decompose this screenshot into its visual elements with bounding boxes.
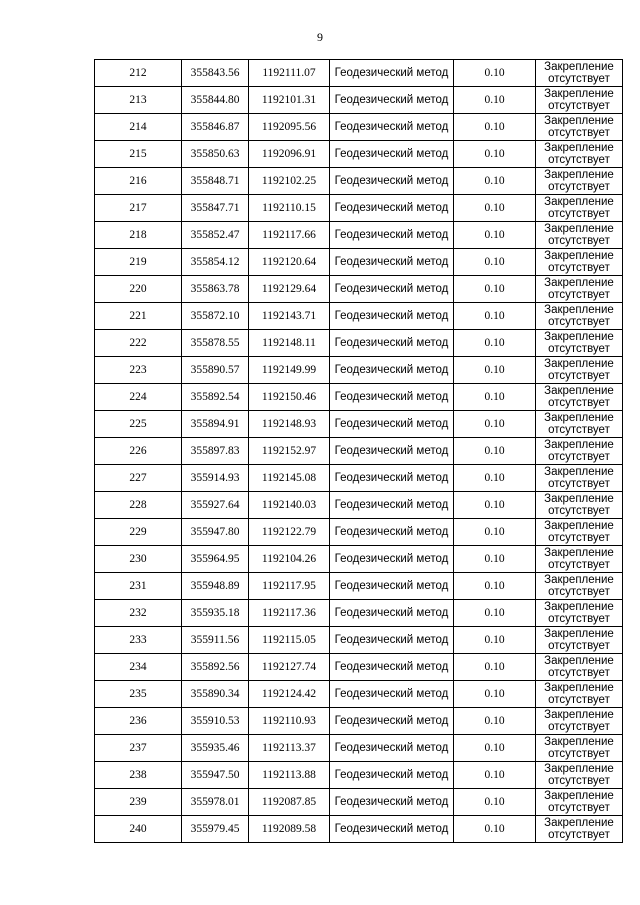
fixation-cell (536, 303, 623, 330)
accuracy-cell: 0.10 (454, 681, 536, 708)
method-cell: Геодезический метод (330, 735, 454, 762)
accuracy-cell: 0.10 (454, 60, 536, 87)
fixation-text: отсутствует (548, 613, 610, 625)
y-coordinate-cell: 1192127.74 (249, 654, 330, 681)
fixation-text: отсутствует (548, 235, 610, 247)
accuracy-cell: 0.10 (454, 492, 536, 519)
fixation-cell (536, 114, 623, 141)
table-row (95, 492, 623, 519)
fixation-cell (536, 708, 623, 735)
fixation-text: отсутствует (548, 586, 610, 598)
y-coordinate-cell: 1192110.93 (249, 708, 330, 735)
y-coordinate-cell: 1192113.37 (249, 735, 330, 762)
accuracy-cell: 0.10 (454, 222, 536, 249)
method-cell: Геодезический метод (330, 330, 454, 357)
y-coordinate-cell: 1192101.31 (249, 87, 330, 114)
point-number-cell: 230 (95, 546, 182, 573)
accuracy-cell: 0.10 (454, 168, 536, 195)
accuracy-cell: 0.10 (454, 627, 536, 654)
point-number-cell: 238 (95, 762, 182, 789)
point-number-cell: 239 (95, 789, 182, 816)
x-coordinate-cell: 355890.57 (182, 357, 249, 384)
y-coordinate-cell: 1192122.79 (249, 519, 330, 546)
y-coordinate-cell: 1192152.97 (249, 438, 330, 465)
fixation-text: Закрепление (544, 250, 614, 262)
method-cell: Геодезический метод (330, 762, 454, 789)
accuracy-cell: 0.10 (454, 789, 536, 816)
fixation-text: Закрепление (544, 520, 614, 532)
table-row (95, 222, 623, 249)
fixation-cell (536, 384, 623, 411)
x-coordinate-cell: 355852.47 (182, 222, 249, 249)
method-cell: Геодезический метод (330, 816, 454, 843)
fixation-cell (536, 546, 623, 573)
x-coordinate-cell: 355854.12 (182, 249, 249, 276)
y-coordinate-cell: 1192140.03 (249, 492, 330, 519)
y-coordinate-cell: 1192102.25 (249, 168, 330, 195)
y-coordinate-cell: 1192117.36 (249, 600, 330, 627)
x-coordinate-cell: 355850.63 (182, 141, 249, 168)
y-coordinate-cell: 1192148.11 (249, 330, 330, 357)
point-number-cell: 214 (95, 114, 182, 141)
x-coordinate-cell: 355935.18 (182, 600, 249, 627)
x-coordinate-cell: 355914.93 (182, 465, 249, 492)
table-row (95, 114, 623, 141)
x-coordinate-cell: 355978.01 (182, 789, 249, 816)
fixation-text: Закрепление (544, 304, 614, 316)
method-cell: Геодезический метод (330, 573, 454, 600)
x-coordinate-cell: 355964.95 (182, 546, 249, 573)
accuracy-cell: 0.10 (454, 303, 536, 330)
fixation-cell (536, 762, 623, 789)
fixation-text: Закрепление (544, 736, 614, 748)
accuracy-cell: 0.10 (454, 195, 536, 222)
method-cell: Геодезический метод (330, 357, 454, 384)
fixation-text: отсутствует (548, 829, 610, 841)
fixation-text: Закрепление (544, 196, 614, 208)
accuracy-cell: 0.10 (454, 762, 536, 789)
fixation-cell (536, 195, 623, 222)
method-cell: Геодезический метод (330, 789, 454, 816)
coordinates-table-body (95, 60, 623, 843)
table-row (95, 519, 623, 546)
y-coordinate-cell: 1192120.64 (249, 249, 330, 276)
fixation-cell (536, 222, 623, 249)
table-row (95, 762, 623, 789)
x-coordinate-cell: 355979.45 (182, 816, 249, 843)
point-number-cell: 234 (95, 654, 182, 681)
x-coordinate-cell: 355843.56 (182, 60, 249, 87)
method-cell: Геодезический метод (330, 708, 454, 735)
fixation-text: отсутствует (548, 289, 610, 301)
fixation-cell (536, 519, 623, 546)
table-row (95, 141, 623, 168)
x-coordinate-cell: 355947.80 (182, 519, 249, 546)
point-number-cell: 231 (95, 573, 182, 600)
table-row (95, 60, 623, 87)
fixation-text: отсутствует (548, 154, 610, 166)
method-cell: Геодезический метод (330, 276, 454, 303)
fixation-cell (536, 168, 623, 195)
x-coordinate-cell: 355894.91 (182, 411, 249, 438)
accuracy-cell: 0.10 (454, 438, 536, 465)
fixation-cell (536, 735, 623, 762)
x-coordinate-cell: 355846.87 (182, 114, 249, 141)
x-coordinate-cell: 355872.10 (182, 303, 249, 330)
y-coordinate-cell: 1192150.46 (249, 384, 330, 411)
fixation-text: Закрепление (544, 331, 614, 343)
point-number-cell: 228 (95, 492, 182, 519)
table-row (95, 330, 623, 357)
fixation-cell (536, 357, 623, 384)
y-coordinate-cell: 1192148.93 (249, 411, 330, 438)
method-cell: Геодезический метод (330, 438, 454, 465)
table-row (95, 411, 623, 438)
x-coordinate-cell: 355847.71 (182, 195, 249, 222)
fixation-text: Закрепление (544, 682, 614, 694)
accuracy-cell: 0.10 (454, 357, 536, 384)
x-coordinate-cell: 355878.55 (182, 330, 249, 357)
fixation-text: отсутствует (548, 181, 610, 193)
table-row (95, 168, 623, 195)
method-cell: Геодезический метод (330, 87, 454, 114)
point-number-cell: 222 (95, 330, 182, 357)
accuracy-cell: 0.10 (454, 600, 536, 627)
method-cell: Геодезический метод (330, 168, 454, 195)
y-coordinate-cell: 1192089.58 (249, 816, 330, 843)
method-cell: Геодезический метод (330, 303, 454, 330)
table-row (95, 681, 623, 708)
y-coordinate-cell: 1192124.42 (249, 681, 330, 708)
y-coordinate-cell: 1192095.56 (249, 114, 330, 141)
fixation-cell (536, 276, 623, 303)
y-coordinate-cell: 1192096.91 (249, 141, 330, 168)
fixation-text: отсутствует (548, 640, 610, 652)
y-coordinate-cell: 1192117.95 (249, 573, 330, 600)
point-number-cell: 225 (95, 411, 182, 438)
accuracy-cell: 0.10 (454, 276, 536, 303)
fixation-cell (536, 330, 623, 357)
fixation-text: Закрепление (544, 385, 614, 397)
fixation-text: Закрепление (544, 628, 614, 640)
table-row (95, 573, 623, 600)
fixation-text: отсутствует (548, 451, 610, 463)
table-row (95, 816, 623, 843)
fixation-cell (536, 681, 623, 708)
fixation-text: отсутствует (548, 262, 610, 274)
point-number-cell: 233 (95, 627, 182, 654)
y-coordinate-cell: 1192111.07 (249, 60, 330, 87)
fixation-text: Закрепление (544, 439, 614, 451)
table-row (95, 789, 623, 816)
table-row (95, 600, 623, 627)
fixation-text: отсутствует (548, 559, 610, 571)
accuracy-cell: 0.10 (454, 546, 536, 573)
fixation-text: отсутствует (548, 208, 610, 220)
point-number-cell: 212 (95, 60, 182, 87)
table-row (95, 735, 623, 762)
fixation-text: отсутствует (548, 478, 610, 490)
point-number-cell: 216 (95, 168, 182, 195)
method-cell: Геодезический метод (330, 141, 454, 168)
page-number: 9 (317, 30, 323, 44)
x-coordinate-cell: 355897.83 (182, 438, 249, 465)
y-coordinate-cell: 1192117.66 (249, 222, 330, 249)
method-cell: Геодезический метод (330, 546, 454, 573)
fixation-cell (536, 573, 623, 600)
table-row (95, 276, 623, 303)
fixation-text: отсутствует (548, 721, 610, 733)
point-number-cell: 226 (95, 438, 182, 465)
point-number-cell: 217 (95, 195, 182, 222)
fixation-text: Закрепление (544, 601, 614, 613)
fixation-cell (536, 816, 623, 843)
fixation-text: отсутствует (548, 694, 610, 706)
point-number-cell: 218 (95, 222, 182, 249)
table-row (95, 546, 623, 573)
fixation-text: отсутствует (548, 100, 610, 112)
accuracy-cell: 0.10 (454, 519, 536, 546)
x-coordinate-cell: 355848.71 (182, 168, 249, 195)
accuracy-cell: 0.10 (454, 573, 536, 600)
y-coordinate-cell: 1192149.99 (249, 357, 330, 384)
x-coordinate-cell: 355844.80 (182, 87, 249, 114)
fixation-text: Закрепление (544, 142, 614, 154)
y-coordinate-cell: 1192129.64 (249, 276, 330, 303)
accuracy-cell: 0.10 (454, 249, 536, 276)
fixation-text: Закрепление (544, 655, 614, 667)
point-number-cell: 237 (95, 735, 182, 762)
accuracy-cell: 0.10 (454, 816, 536, 843)
x-coordinate-cell: 355892.56 (182, 654, 249, 681)
table-row (95, 195, 623, 222)
point-number-cell: 221 (95, 303, 182, 330)
accuracy-cell: 0.10 (454, 654, 536, 681)
fixation-cell (536, 492, 623, 519)
fixation-cell (536, 600, 623, 627)
table-row (95, 708, 623, 735)
fixation-text: отсутствует (548, 748, 610, 760)
x-coordinate-cell: 355911.56 (182, 627, 249, 654)
accuracy-cell: 0.10 (454, 465, 536, 492)
point-number-cell: 236 (95, 708, 182, 735)
fixation-cell (536, 465, 623, 492)
y-coordinate-cell: 1192145.08 (249, 465, 330, 492)
fixation-text: отсутствует (548, 316, 610, 328)
fixation-text: Закрепление (544, 547, 614, 559)
method-cell: Геодезический метод (330, 411, 454, 438)
y-coordinate-cell: 1192110.15 (249, 195, 330, 222)
table-row (95, 249, 623, 276)
accuracy-cell: 0.10 (454, 411, 536, 438)
fixation-text: отсутствует (548, 73, 610, 85)
point-number-cell: 223 (95, 357, 182, 384)
method-cell: Геодезический метод (330, 627, 454, 654)
accuracy-cell: 0.10 (454, 735, 536, 762)
x-coordinate-cell: 355863.78 (182, 276, 249, 303)
method-cell: Геодезический метод (330, 519, 454, 546)
accuracy-cell: 0.10 (454, 708, 536, 735)
method-cell: Геодезический метод (330, 114, 454, 141)
y-coordinate-cell: 1192104.26 (249, 546, 330, 573)
method-cell: Геодезический метод (330, 195, 454, 222)
fixation-text: Закрепление (544, 709, 614, 721)
fixation-cell (536, 627, 623, 654)
y-coordinate-cell: 1192143.71 (249, 303, 330, 330)
fixation-text: отсутствует (548, 667, 610, 679)
fixation-cell (536, 438, 623, 465)
accuracy-cell: 0.10 (454, 384, 536, 411)
fixation-text: Закрепление (544, 61, 614, 73)
point-number-cell: 220 (95, 276, 182, 303)
accuracy-cell: 0.10 (454, 330, 536, 357)
table-row (95, 465, 623, 492)
fixation-text: Закрепление (544, 223, 614, 235)
fixation-cell (536, 60, 623, 87)
method-cell: Геодезический метод (330, 654, 454, 681)
y-coordinate-cell: 1192115.05 (249, 627, 330, 654)
fixation-cell (536, 87, 623, 114)
method-cell: Геодезический метод (330, 600, 454, 627)
method-cell: Геодезический метод (330, 249, 454, 276)
fixation-text: отсутствует (548, 505, 610, 517)
fixation-text: отсутствует (548, 127, 610, 139)
fixation-text: отсутствует (548, 343, 610, 355)
x-coordinate-cell: 355935.46 (182, 735, 249, 762)
point-number-cell: 219 (95, 249, 182, 276)
fixation-text: Закрепление (544, 169, 614, 181)
fixation-text: Закрепление (544, 493, 614, 505)
fixation-text: отсутствует (548, 370, 610, 382)
method-cell: Геодезический метод (330, 465, 454, 492)
fixation-text: Закрепление (544, 817, 614, 829)
method-cell: Геодезический метод (330, 681, 454, 708)
fixation-cell (536, 141, 623, 168)
point-number-cell: 240 (95, 816, 182, 843)
x-coordinate-cell: 355927.64 (182, 492, 249, 519)
table-row (95, 357, 623, 384)
fixation-cell (536, 411, 623, 438)
fixation-text: отсутствует (548, 397, 610, 409)
method-cell: Геодезический метод (330, 222, 454, 249)
method-cell: Геодезический метод (330, 60, 454, 87)
table-row (95, 438, 623, 465)
point-number-cell: 235 (95, 681, 182, 708)
table-row (95, 654, 623, 681)
y-coordinate-cell: 1192113.88 (249, 762, 330, 789)
point-number-cell: 232 (95, 600, 182, 627)
coordinates-table (94, 59, 623, 843)
point-number-cell: 227 (95, 465, 182, 492)
fixation-text: Закрепление (544, 763, 614, 775)
method-cell: Геодезический метод (330, 384, 454, 411)
accuracy-cell: 0.10 (454, 87, 536, 114)
x-coordinate-cell: 355948.89 (182, 573, 249, 600)
point-number-cell: 215 (95, 141, 182, 168)
fixation-text: Закрепление (544, 412, 614, 424)
x-coordinate-cell: 355910.53 (182, 708, 249, 735)
x-coordinate-cell: 355892.54 (182, 384, 249, 411)
fixation-cell (536, 654, 623, 681)
fixation-cell (536, 789, 623, 816)
fixation-text: Закрепление (544, 790, 614, 802)
accuracy-cell: 0.10 (454, 114, 536, 141)
x-coordinate-cell: 355890.34 (182, 681, 249, 708)
x-coordinate-cell: 355947.50 (182, 762, 249, 789)
table-row (95, 627, 623, 654)
fixation-text: отсутствует (548, 532, 610, 544)
fixation-text: Закрепление (544, 358, 614, 370)
fixation-text: отсутствует (548, 802, 610, 814)
point-number-cell: 213 (95, 87, 182, 114)
fixation-text: Закрепление (544, 115, 614, 127)
point-number-cell: 224 (95, 384, 182, 411)
fixation-text: Закрепление (544, 88, 614, 100)
fixation-text: отсутствует (548, 424, 610, 436)
point-number-cell: 229 (95, 519, 182, 546)
table-row (95, 303, 623, 330)
table-row (95, 384, 623, 411)
fixation-text: Закрепление (544, 277, 614, 289)
table-row (95, 87, 623, 114)
method-cell: Геодезический метод (330, 492, 454, 519)
fixation-cell (536, 249, 623, 276)
y-coordinate-cell: 1192087.85 (249, 789, 330, 816)
accuracy-cell: 0.10 (454, 141, 536, 168)
fixation-text: Закрепление (544, 574, 614, 586)
fixation-text: Закрепление (544, 466, 614, 478)
fixation-text: отсутствует (548, 775, 610, 787)
